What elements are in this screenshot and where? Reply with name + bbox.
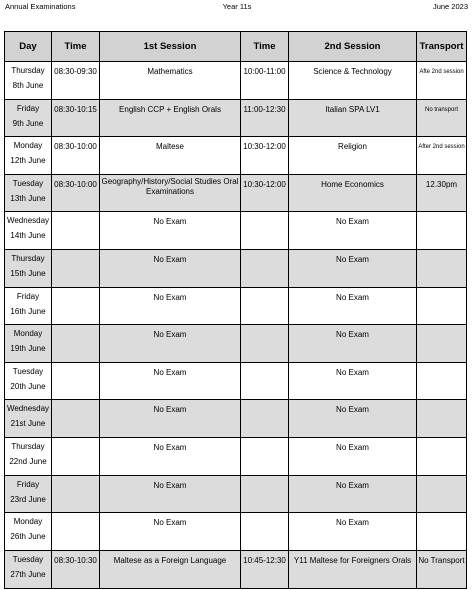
table-row	[5, 550, 467, 588]
time-2-cell	[241, 475, 289, 513]
session-2-cell: Religion	[289, 137, 417, 175]
transport-cell	[417, 249, 467, 287]
day-date: 8th June	[12, 81, 44, 90]
day-cell	[5, 137, 52, 175]
transport-cell	[417, 325, 467, 363]
doc-header-left: Annual Examinations	[5, 2, 76, 11]
day-name: Tuesday	[12, 178, 44, 188]
transport-cell	[417, 475, 467, 513]
session-1-cell: No Exam	[100, 212, 241, 250]
time-1-cell	[52, 287, 100, 325]
session-1-cell: English CCP + English Orals	[100, 99, 241, 137]
time-2-cell	[241, 212, 289, 250]
session-1-cell: Maltese	[100, 137, 241, 175]
session-2-cell: No Exam	[289, 475, 417, 513]
table-row	[5, 513, 467, 551]
time-2-cell	[241, 362, 289, 400]
day-date: 22nd June	[9, 456, 47, 466]
table-row	[5, 62, 467, 100]
day-cell	[5, 249, 52, 287]
time-2-cell	[241, 287, 289, 325]
column-header-session-1: 1st Session	[100, 32, 241, 62]
day-date: 15th June	[10, 268, 46, 278]
day-name: Thursday	[11, 441, 45, 451]
transport-cell: Afte 2nd session	[417, 62, 467, 100]
day-date: 23rd June	[10, 494, 46, 504]
session-2-cell: No Exam	[289, 437, 417, 475]
session-2-cell: Y11 Maltese for Foreigners Orals	[289, 550, 417, 588]
time-1-cell	[52, 400, 100, 438]
table-row	[5, 400, 467, 438]
time-2-cell: 10:30-12:00	[241, 137, 289, 175]
transport-cell: No transport	[417, 99, 467, 137]
day-date: 14th June	[10, 231, 46, 241]
time-2-cell: 11:00-12:30	[241, 99, 289, 137]
session-1-cell: No Exam	[100, 437, 241, 475]
time-1-cell: 08:30-10:00	[52, 174, 100, 212]
day-date: 13th June	[10, 193, 46, 203]
day-date: 12th June	[10, 156, 46, 166]
session-1-cell: Geography/History/Social Studies Oral Examinations	[100, 174, 241, 212]
table-header-row	[5, 32, 467, 62]
day-cell	[5, 212, 52, 250]
day-date: 9th June	[12, 118, 44, 128]
transport-cell	[417, 212, 467, 250]
day-date: 19th June	[10, 344, 46, 354]
transport-cell	[417, 287, 467, 325]
day-cell	[5, 362, 52, 400]
table-row	[5, 174, 467, 212]
table-row	[5, 362, 467, 400]
day-cell	[5, 475, 52, 513]
session-1-cell: No Exam	[100, 249, 241, 287]
day-cell	[5, 287, 52, 325]
exam-schedule-table	[4, 31, 467, 589]
time-1-cell: 08:30-09:30	[52, 62, 100, 100]
time-1-cell	[52, 513, 100, 551]
time-2-cell	[241, 437, 289, 475]
day-name: Thursday	[11, 253, 45, 263]
time-1-cell	[52, 475, 100, 513]
table-row	[5, 249, 467, 287]
table-row	[5, 325, 467, 363]
transport-cell	[417, 400, 467, 438]
day-name: Friday	[16, 479, 40, 489]
session-1-cell: No Exam	[100, 287, 241, 325]
time-2-cell	[241, 249, 289, 287]
session-2-cell: Home Economics	[289, 174, 417, 212]
time-1-cell	[52, 325, 100, 363]
day-name: Wednesday	[6, 216, 50, 226]
day-cell	[5, 400, 52, 438]
day-cell	[5, 325, 52, 363]
table-row	[5, 287, 467, 325]
session-2-cell: No Exam	[289, 325, 417, 363]
column-header-time-1: Time	[52, 32, 100, 62]
session-2-cell: No Exam	[289, 362, 417, 400]
time-1-cell: 08:30-10:30	[52, 550, 100, 588]
transport-cell	[417, 362, 467, 400]
doc-header-center: Year 11s	[222, 2, 252, 11]
column-header-day: Day	[5, 32, 52, 62]
doc-header-right: June 2023	[432, 2, 468, 11]
transport-cell: No Transport	[417, 550, 467, 588]
time-1-cell	[52, 362, 100, 400]
day-cell	[5, 550, 52, 588]
time-2-cell	[241, 400, 289, 438]
day-cell	[5, 174, 52, 212]
session-2-cell: No Exam	[289, 249, 417, 287]
session-2-cell: No Exam	[289, 212, 417, 250]
day-name: Friday	[16, 291, 40, 301]
day-date: 26th June	[10, 532, 46, 542]
time-2-cell	[241, 513, 289, 551]
time-1-cell	[52, 437, 100, 475]
time-1-cell: 08:30-10:15	[52, 99, 100, 137]
day-name: Thursday	[11, 66, 45, 75]
day-name: Monday	[13, 517, 43, 527]
session-1-cell: Mathematics	[100, 62, 241, 100]
time-1-cell	[52, 249, 100, 287]
transport-cell	[417, 437, 467, 475]
time-2-cell: 10:30-12:00	[241, 174, 289, 212]
transport-cell	[417, 513, 467, 551]
time-2-cell: 10:00-11:00	[241, 62, 289, 100]
day-name: Tuesday	[12, 554, 44, 564]
day-name: Tuesday	[12, 366, 44, 376]
day-cell	[5, 99, 52, 137]
time-2-cell	[241, 325, 289, 363]
session-2-cell: No Exam	[289, 287, 417, 325]
session-1-cell: No Exam	[100, 362, 241, 400]
day-cell	[5, 437, 52, 475]
table-row	[5, 137, 467, 175]
time-1-cell	[52, 212, 100, 250]
day-date: 16th June	[10, 306, 46, 316]
session-1-cell: No Exam	[100, 513, 241, 551]
session-1-cell: No Exam	[100, 400, 241, 438]
day-date: 27th June	[10, 569, 46, 579]
day-name: Monday	[13, 329, 43, 339]
session-2-cell: Science & Technology	[289, 62, 417, 100]
table-row	[5, 437, 467, 475]
day-name: Friday	[16, 103, 40, 113]
session-1-cell: No Exam	[100, 325, 241, 363]
session-2-cell: No Exam	[289, 513, 417, 551]
day-cell	[5, 513, 52, 551]
day-name: Wednesday	[6, 404, 50, 414]
table-row	[5, 99, 467, 137]
table-row	[5, 475, 467, 513]
day-name: Monday	[13, 141, 43, 151]
session-1-cell: No Exam	[100, 475, 241, 513]
time-1-cell: 08:30-10:00	[52, 137, 100, 175]
day-date: 21st June	[10, 419, 46, 429]
column-header-session-2: 2nd Session	[289, 32, 417, 62]
time-2-cell: 10:45-12:30	[241, 550, 289, 588]
day-cell	[5, 62, 52, 100]
day-date: 20th June	[10, 381, 46, 391]
table-row	[5, 212, 467, 250]
session-2-cell: Italian SPA LV1	[289, 99, 417, 137]
transport-cell: After 2nd session	[417, 137, 467, 175]
session-2-cell: No Exam	[289, 400, 417, 438]
column-header-time-2: Time	[241, 32, 289, 62]
transport-cell: 12.30pm	[417, 174, 467, 212]
session-1-cell: Maltese as a Foreign Language	[100, 550, 241, 588]
column-header-transport: Transport	[417, 32, 467, 62]
